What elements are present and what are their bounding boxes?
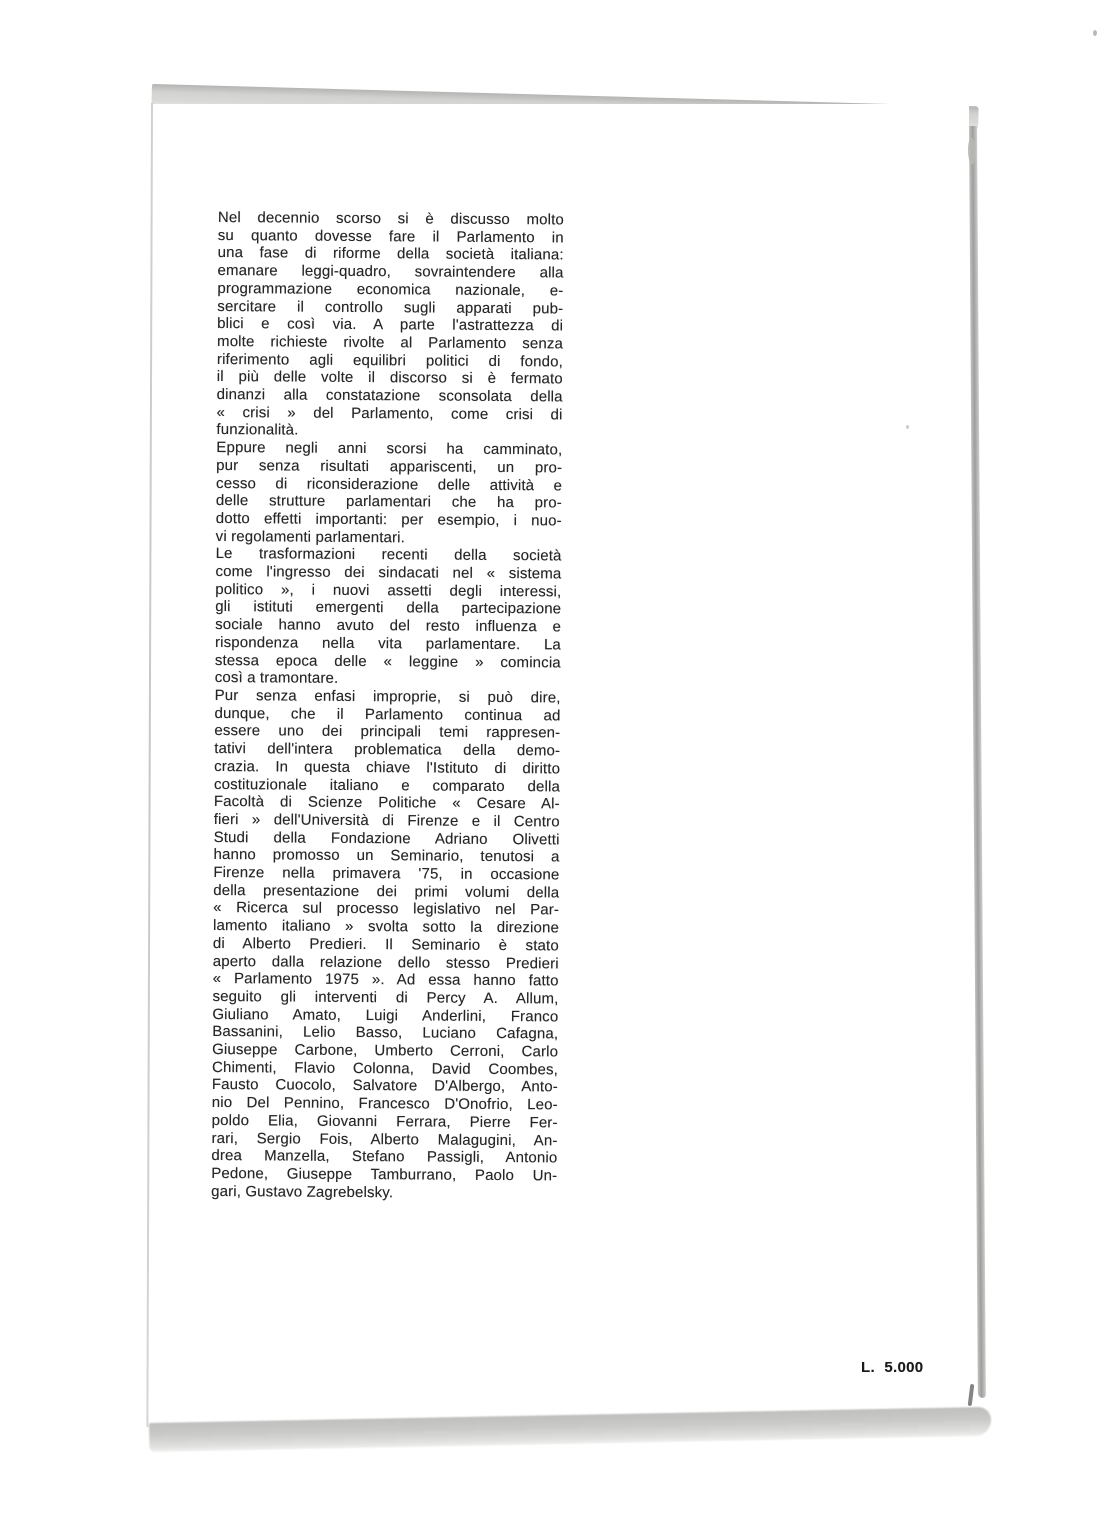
text-line: funzionalità. bbox=[216, 421, 299, 440]
text-line: politico », i nuovi assetti degli interessi, bbox=[215, 580, 562, 601]
price-label: L. 5.000 bbox=[861, 1359, 924, 1376]
text-line: riferimento agli equilibri politici di fondo, bbox=[216, 350, 564, 371]
text-line: delle strutture parlamentari che ha pro- bbox=[215, 492, 563, 512]
cover-text-block bbox=[211, 209, 564, 1203]
text-line: Le trasformazioni recenti della società bbox=[215, 545, 562, 565]
text-line: fieri » dell'Università di Firenze e il Centro bbox=[213, 810, 560, 831]
text-line: Pur senza enfasi improprie, si può dire, bbox=[214, 686, 561, 707]
text-line: Facoltà di Scienze Politiche « Cesare Al- bbox=[213, 793, 560, 813]
text-line: Firenze nella primavera '75, in occasione bbox=[213, 863, 560, 884]
text-line: vi regolamenti parlamentari. bbox=[215, 527, 406, 546]
text-line: tativi dell'intera problematica della demo- bbox=[214, 740, 561, 760]
text-line: pur senza risultati appariscenti, un pro- bbox=[216, 456, 563, 477]
text-line: così a tramontare. bbox=[214, 669, 339, 688]
text-line: Eppure negli anni scorsi ha camminato, bbox=[216, 439, 563, 459]
text-line: sercitare il controllo sugli apparati pub- bbox=[217, 297, 564, 317]
book-left-edge bbox=[146, 103, 153, 1427]
text-line: una fase di riforme della società italiana: bbox=[217, 244, 564, 264]
text-line: « crisi » del Parlamento, come crisi di bbox=[216, 403, 563, 424]
text-line: lamento italiano » svolta sotto la direzione bbox=[212, 917, 560, 937]
text-line: poldo Elia, Giovanni Ferrara, Pierre Fer- bbox=[211, 1111, 558, 1132]
back-cover bbox=[153, 104, 969, 1420]
text-line: rispondenza nella vita parlamentare. La bbox=[214, 633, 562, 654]
text-line: rari, Sergio Fois, Alberto Malagugini, An- bbox=[211, 1129, 558, 1149]
text-line: come l'ingresso dei sindacati nel « sistema bbox=[215, 563, 562, 583]
text-line: il più delle volte il discorso si è fermato bbox=[216, 368, 563, 388]
book-right-page-edges bbox=[969, 126, 986, 1398]
text-line: sociale hanno avuto del resto influenza e bbox=[215, 616, 562, 636]
text-line: « Ricerca sul processo legislativo nel Par- bbox=[213, 899, 560, 919]
text-line: dotto effetti importanti: per esempio, i nuo- bbox=[215, 509, 562, 530]
text-line: crazia. In questa chiave l'Istituto di diritto bbox=[214, 757, 561, 778]
text-line: Studi della Fondazione Adriano Olivetti bbox=[213, 828, 560, 849]
text-line: Giuliano Amato, Luigi Anderlini, Franco bbox=[212, 1005, 559, 1026]
photo-speck bbox=[906, 425, 909, 429]
text-line: seguito gli interventi di Percy A. Allum, bbox=[212, 987, 559, 1008]
text-line: Chimenti, Flavio Colonna, David Coombes, bbox=[211, 1058, 559, 1079]
text-line: costituzionale italiano e comparato della bbox=[213, 775, 561, 795]
text-line: di Alberto Predieri. Il Seminario è stato bbox=[212, 934, 559, 955]
text-line: su quanto dovesse fare il Parlamento in bbox=[217, 226, 564, 247]
text-line: blici e così via. A parte l'astrattezza di bbox=[217, 315, 564, 335]
text-line: cesso di riconsiderazione delle attività e bbox=[216, 474, 563, 494]
text-line: stessa epoca delle « leggine » comincia bbox=[214, 651, 561, 671]
text-line: Fausto Cuocolo, Salvatore D'Albergo, Anto- bbox=[211, 1076, 558, 1096]
text-line: gari, Gustavo Zagrebelsky. bbox=[211, 1182, 394, 1201]
text-line: « Parlamento 1975 ». Ad essa hanno fatto bbox=[212, 970, 559, 990]
text-line: nio Del Pennino, Francesco D'Onofrio, Leo- bbox=[211, 1094, 558, 1114]
top-right-corner-shading bbox=[968, 138, 975, 164]
text-line: Nel decennio scorso si è discusso molto bbox=[217, 209, 564, 229]
text-line: molte richieste rivolte al Parlamento senza bbox=[217, 332, 564, 353]
text-line: Giuseppe Carbone, Umberto Cerroni, Carlo bbox=[212, 1041, 559, 1061]
text-line: dinanzi alla constatazione sconsolata della bbox=[216, 386, 563, 406]
text-line: gli istituti emergenti della partecipazione bbox=[215, 598, 562, 618]
text-line: dunque, che il Parlamento continua ad bbox=[214, 704, 561, 725]
text-line: aperto dalla relazione dello stesso Predieri bbox=[212, 952, 559, 972]
text-line: drea Manzella, Stefano Passigli, Antonio bbox=[211, 1147, 558, 1167]
text-line: emanare leggi-quadro, sovraintendere alla bbox=[217, 262, 564, 282]
text-line: Pedone, Giuseppe Tamburrano, Paolo Un- bbox=[211, 1164, 558, 1185]
text-line: Bassanini, Lelio Basso, Luciano Cafagna, bbox=[212, 1023, 559, 1043]
text-line: essere uno dei principali temi rappresen- bbox=[214, 722, 561, 742]
text-line: hanno promosso un Seminario, tenutosi a bbox=[213, 846, 560, 866]
text-line: programmazione economica nazionale, e- bbox=[217, 279, 564, 300]
text-line: della presentazione dei primi volumi della bbox=[213, 881, 560, 902]
photo-speck bbox=[1093, 30, 1097, 36]
